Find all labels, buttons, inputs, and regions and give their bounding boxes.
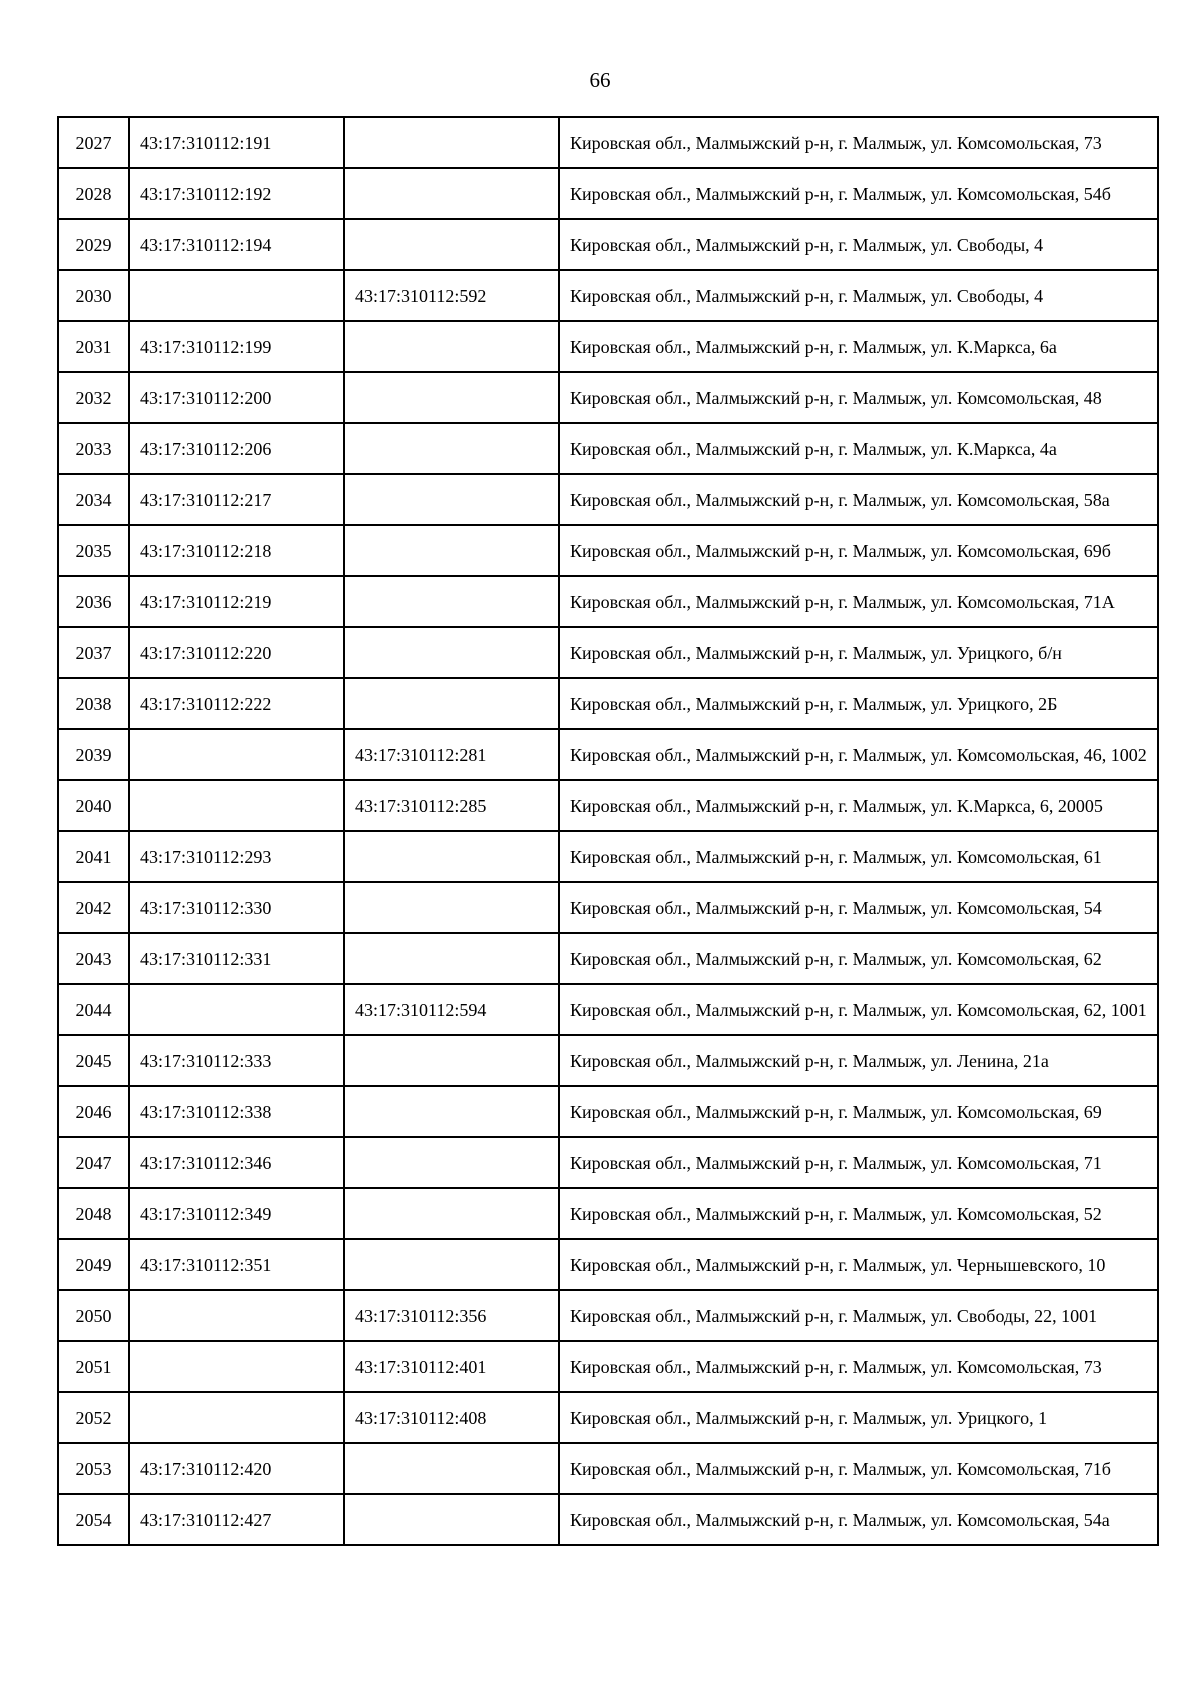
building-cadastral-number-cell: 43:17:310112:592 xyxy=(344,270,559,321)
land-cadastral-number-cell xyxy=(129,270,344,321)
table-row xyxy=(58,1392,1158,1443)
address-cell: Кировская обл., Малмыжский р-н, г. Малмыж, ул. Комсомольская, 52 xyxy=(559,1188,1158,1239)
land-cadastral-number-cell: 43:17:310112:219 xyxy=(129,576,344,627)
row-number-cell: 2043 xyxy=(58,933,129,984)
table-row xyxy=(58,219,1158,270)
building-cadastral-number-cell xyxy=(344,423,559,474)
cadastral-table xyxy=(57,116,1159,1546)
address-cell: Кировская обл., Малмыжский р-н, г. Малмыж, ул. К.Маркса, 4а xyxy=(559,423,1158,474)
land-cadastral-number-cell: 43:17:310112:218 xyxy=(129,525,344,576)
land-cadastral-number-cell: 43:17:310112:331 xyxy=(129,933,344,984)
address-cell: Кировская обл., Малмыжский р-н, г. Малмыж, ул. Комсомольская, 62 xyxy=(559,933,1158,984)
land-cadastral-number-cell: 43:17:310112:194 xyxy=(129,219,344,270)
row-number-cell: 2035 xyxy=(58,525,129,576)
address-cell: Кировская обл., Малмыжский р-н, г. Малмыж, ул. Комсомольская, 62, 1001 xyxy=(559,984,1158,1035)
row-number-cell: 2042 xyxy=(58,882,129,933)
row-number-cell: 2052 xyxy=(58,1392,129,1443)
address-cell: Кировская обл., Малмыжский р-н, г. Малмыж, ул. Комсомольская, 46, 1002 xyxy=(559,729,1158,780)
row-number-cell: 2033 xyxy=(58,423,129,474)
table-row xyxy=(58,1137,1158,1188)
building-cadastral-number-cell xyxy=(344,525,559,576)
building-cadastral-number-cell xyxy=(344,1188,559,1239)
address-cell: Кировская обл., Малмыжский р-н, г. Малмыж, ул. Урицкого, б/н xyxy=(559,627,1158,678)
land-cadastral-number-cell: 43:17:310112:420 xyxy=(129,1443,344,1494)
land-cadastral-number-cell xyxy=(129,1392,344,1443)
land-cadastral-number-cell: 43:17:310112:222 xyxy=(129,678,344,729)
building-cadastral-number-cell xyxy=(344,576,559,627)
land-cadastral-number-cell: 43:17:310112:206 xyxy=(129,423,344,474)
row-number-cell: 2053 xyxy=(58,1443,129,1494)
address-cell: Кировская обл., Малмыжский р-н, г. Малмыж, ул. Комсомольская, 54а xyxy=(559,1494,1158,1545)
building-cadastral-number-cell: 43:17:310112:401 xyxy=(344,1341,559,1392)
building-cadastral-number-cell xyxy=(344,474,559,525)
address-cell: Кировская обл., Малмыжский р-н, г. Малмыж, ул. Комсомольская, 54б xyxy=(559,168,1158,219)
building-cadastral-number-cell xyxy=(344,372,559,423)
address-cell: Кировская обл., Малмыжский р-н, г. Малмыж, ул. Комсомольская, 71б xyxy=(559,1443,1158,1494)
address-cell: Кировская обл., Малмыжский р-н, г. Малмыж, ул. Урицкого, 2Б xyxy=(559,678,1158,729)
land-cadastral-number-cell: 43:17:310112:217 xyxy=(129,474,344,525)
row-number-cell: 2051 xyxy=(58,1341,129,1392)
row-number-cell: 2030 xyxy=(58,270,129,321)
address-cell: Кировская обл., Малмыжский р-н, г. Малмыж, ул. Чернышевского, 10 xyxy=(559,1239,1158,1290)
row-number-cell: 2031 xyxy=(58,321,129,372)
building-cadastral-number-cell xyxy=(344,321,559,372)
address-cell: Кировская обл., Малмыжский р-н, г. Малмыж, ул. Комсомольская, 69 xyxy=(559,1086,1158,1137)
table-row xyxy=(58,117,1158,168)
table-row xyxy=(58,1494,1158,1545)
table-row xyxy=(58,780,1158,831)
building-cadastral-number-cell xyxy=(344,1494,559,1545)
row-number-cell: 2038 xyxy=(58,678,129,729)
building-cadastral-number-cell xyxy=(344,678,559,729)
table-row xyxy=(58,1086,1158,1137)
row-number-cell: 2037 xyxy=(58,627,129,678)
table-row xyxy=(58,1290,1158,1341)
address-cell: Кировская обл., Малмыжский р-н, г. Малмыж, ул. Свободы, 4 xyxy=(559,219,1158,270)
building-cadastral-number-cell xyxy=(344,1239,559,1290)
row-number-cell: 2046 xyxy=(58,1086,129,1137)
page-number: 66 xyxy=(589,68,611,92)
address-cell: Кировская обл., Малмыжский р-н, г. Малмыж, ул. К.Маркса, 6, 20005 xyxy=(559,780,1158,831)
table-row xyxy=(58,270,1158,321)
address-cell: Кировская обл., Малмыжский р-н, г. Малмыж, ул. Ленина, 21а xyxy=(559,1035,1158,1086)
row-number-cell: 2054 xyxy=(58,1494,129,1545)
row-number-cell: 2040 xyxy=(58,780,129,831)
table-row xyxy=(58,882,1158,933)
table-row xyxy=(58,984,1158,1035)
address-cell: Кировская обл., Малмыжский р-н, г. Малмыж, ул. Комсомольская, 54 xyxy=(559,882,1158,933)
address-cell: Кировская обл., Малмыжский р-н, г. Малмыж, ул. Комсомольская, 73 xyxy=(559,1341,1158,1392)
table-row xyxy=(58,1443,1158,1494)
address-cell: Кировская обл., Малмыжский р-н, г. Малмыж, ул. Свободы, 22, 1001 xyxy=(559,1290,1158,1341)
land-cadastral-number-cell: 43:17:310112:192 xyxy=(129,168,344,219)
land-cadastral-number-cell: 43:17:310112:199 xyxy=(129,321,344,372)
table-row xyxy=(58,321,1158,372)
land-cadastral-number-cell: 43:17:310112:338 xyxy=(129,1086,344,1137)
table-row xyxy=(58,1341,1158,1392)
row-number-cell: 2032 xyxy=(58,372,129,423)
land-cadastral-number-cell: 43:17:310112:346 xyxy=(129,1137,344,1188)
address-cell: Кировская обл., Малмыжский р-н, г. Малмыж, ул. Свободы, 4 xyxy=(559,270,1158,321)
address-cell: Кировская обл., Малмыжский р-н, г. Малмыж, ул. Комсомольская, 48 xyxy=(559,372,1158,423)
row-number-cell: 2044 xyxy=(58,984,129,1035)
row-number-cell: 2049 xyxy=(58,1239,129,1290)
land-cadastral-number-cell xyxy=(129,729,344,780)
table-row xyxy=(58,627,1158,678)
land-cadastral-number-cell: 43:17:310112:349 xyxy=(129,1188,344,1239)
land-cadastral-number-cell: 43:17:310112:220 xyxy=(129,627,344,678)
building-cadastral-number-cell xyxy=(344,627,559,678)
table-row xyxy=(58,168,1158,219)
building-cadastral-number-cell: 43:17:310112:356 xyxy=(344,1290,559,1341)
address-cell: Кировская обл., Малмыжский р-н, г. Малмыж, ул. Комсомольская, 58а xyxy=(559,474,1158,525)
building-cadastral-number-cell: 43:17:310112:408 xyxy=(344,1392,559,1443)
address-cell: Кировская обл., Малмыжский р-н, г. Малмыж, ул. К.Маркса, 6а xyxy=(559,321,1158,372)
building-cadastral-number-cell xyxy=(344,831,559,882)
building-cadastral-number-cell xyxy=(344,882,559,933)
table-row xyxy=(58,525,1158,576)
table-row xyxy=(58,423,1158,474)
address-cell: Кировская обл., Малмыжский р-н, г. Малмыж, ул. Урицкого, 1 xyxy=(559,1392,1158,1443)
land-cadastral-number-cell: 43:17:310112:200 xyxy=(129,372,344,423)
table-row xyxy=(58,1035,1158,1086)
table-row xyxy=(58,372,1158,423)
row-number-cell: 2029 xyxy=(58,219,129,270)
land-cadastral-number-cell: 43:17:310112:333 xyxy=(129,1035,344,1086)
land-cadastral-number-cell: 43:17:310112:293 xyxy=(129,831,344,882)
table-row xyxy=(58,831,1158,882)
row-number-cell: 2034 xyxy=(58,474,129,525)
building-cadastral-number-cell xyxy=(344,1086,559,1137)
land-cadastral-number-cell: 43:17:310112:351 xyxy=(129,1239,344,1290)
table-body xyxy=(58,117,1158,1545)
land-cadastral-number-cell: 43:17:310112:427 xyxy=(129,1494,344,1545)
table-row xyxy=(58,1188,1158,1239)
building-cadastral-number-cell xyxy=(344,219,559,270)
land-cadastral-number-cell xyxy=(129,1290,344,1341)
table-row xyxy=(58,576,1158,627)
building-cadastral-number-cell: 43:17:310112:281 xyxy=(344,729,559,780)
land-cadastral-number-cell xyxy=(129,984,344,1035)
row-number-cell: 2045 xyxy=(58,1035,129,1086)
row-number-cell: 2048 xyxy=(58,1188,129,1239)
building-cadastral-number-cell: 43:17:310112:594 xyxy=(344,984,559,1035)
row-number-cell: 2050 xyxy=(58,1290,129,1341)
address-cell: Кировская обл., Малмыжский р-н, г. Малмыж, ул. Комсомольская, 73 xyxy=(559,117,1158,168)
row-number-cell: 2027 xyxy=(58,117,129,168)
row-number-cell: 2036 xyxy=(58,576,129,627)
building-cadastral-number-cell xyxy=(344,933,559,984)
row-number-cell: 2047 xyxy=(58,1137,129,1188)
address-cell: Кировская обл., Малмыжский р-н, г. Малмыж, ул. Комсомольская, 69б xyxy=(559,525,1158,576)
building-cadastral-number-cell xyxy=(344,1137,559,1188)
address-cell: Кировская обл., Малмыжский р-н, г. Малмыж, ул. Комсомольская, 61 xyxy=(559,831,1158,882)
land-cadastral-number-cell: 43:17:310112:191 xyxy=(129,117,344,168)
table-row xyxy=(58,678,1158,729)
row-number-cell: 2039 xyxy=(58,729,129,780)
table-row xyxy=(58,474,1158,525)
building-cadastral-number-cell xyxy=(344,168,559,219)
row-number-cell: 2041 xyxy=(58,831,129,882)
building-cadastral-number-cell xyxy=(344,1443,559,1494)
row-number-cell: 2028 xyxy=(58,168,129,219)
address-cell: Кировская обл., Малмыжский р-н, г. Малмыж, ул. Комсомольская, 71 xyxy=(559,1137,1158,1188)
building-cadastral-number-cell xyxy=(344,117,559,168)
table-row xyxy=(58,1239,1158,1290)
building-cadastral-number-cell: 43:17:310112:285 xyxy=(344,780,559,831)
land-cadastral-number-cell xyxy=(129,1341,344,1392)
land-cadastral-number-cell: 43:17:310112:330 xyxy=(129,882,344,933)
land-cadastral-number-cell xyxy=(129,780,344,831)
building-cadastral-number-cell xyxy=(344,1035,559,1086)
table-row xyxy=(58,729,1158,780)
address-cell: Кировская обл., Малмыжский р-н, г. Малмыж, ул. Комсомольская, 71А xyxy=(559,576,1158,627)
table-row xyxy=(58,933,1158,984)
